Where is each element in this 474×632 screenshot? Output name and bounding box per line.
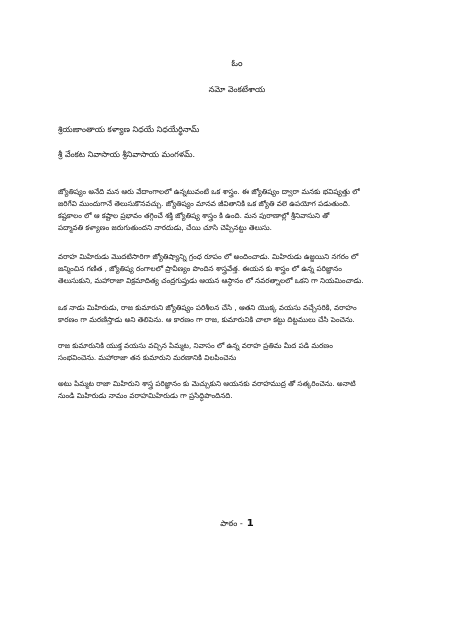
paragraph-4 bbox=[58, 340, 422, 364]
paragraph-line: పద్మావతి కళ్యాణం జరుగుతుందని నారదుడు, చేయి చూసి చెప్పినట్టు తెలుసు. bbox=[58, 223, 272, 232]
paragraph-line: కారణం గా మరణిస్తాడు అని తెలిపెను. ఆ కారణం గా రాజ, కుమారునికి చాలా కట్టు దిట్టములు చేసి పెంచెను. bbox=[58, 315, 355, 324]
page-footer bbox=[0, 518, 474, 530]
page-heading: నమో వెంకటేశాయ bbox=[208, 85, 266, 94]
om-symbol: ఓం bbox=[231, 59, 243, 69]
paragraph-line: నుండి మిహిరుడు నామం వరాహమిహిరుడు గా ప్రసిద్ధిపొందినది. bbox=[58, 391, 233, 400]
paragraph-3 bbox=[58, 302, 422, 326]
paragraph-line: ఒక నాడు మిహిరుడు, రాజ కుమారుని జ్యోతిష్యం పరిశీలన చేసి , ఆతని యొక్క వయసు వచ్చేసరికి, వరాహం bbox=[58, 303, 357, 312]
paragraph-2 bbox=[58, 251, 422, 287]
paragraph-line: రాజ కుమారునికి యుక్త వయసు వచ్చిన పిమ్మట, నివాసం లో ఉన్న వరాహ ప్రతిమ మీద పడి మరణం bbox=[58, 341, 333, 350]
paragraph-1 bbox=[58, 186, 422, 234]
paragraph-line: తెలుసుకుని, మహారాజా విక్రమాదిత్య చంద్రగుప్తుడు ఆయన ఆస్థానం లో నవరత్నాలలో ఒకని గా నియమించాడు. bbox=[58, 276, 364, 285]
paragraph-5 bbox=[58, 378, 422, 402]
paragraph-line: జరిగేవి ముందుగానే తెలుసుకొనవచ్చు. జ్యోతిష్యం మానవ జీవితానికి ఒక జ్యోతి వలె ఉపయోగ పడుతుంది. bbox=[58, 199, 351, 208]
paragraph-line: కష్టకాలం లో ఆ కష్టాల ప్రభావం తగ్గించే శక్తి జ్యోతిష్య శాస్త్రం కి ఉంది. మన పురాణాల్లో శ్రీనివాసుని తో bbox=[58, 211, 330, 220]
invocation-line-2: శ్రీ వేంకట నివాసాయ శ్రీనివాసాయ మంగళమ్. bbox=[58, 150, 195, 159]
paragraph-line: జన్మించిన గణిత , జ్యోతిష్య రంగాలలో ప్రావీణ్యం పొందిన శాస్త్రవేత్త. ఈయన కు శాస్త్రం లో ఉన్న పరిజ్ఞానం bbox=[58, 264, 342, 273]
invocation-line-1: శ్రియఃకాంతాయ కళ్యాణ నిధయే నిధయేర్థినామ్ bbox=[58, 125, 200, 134]
paragraph-line: వరాహ మిహిరుడు మొదటిసారిగా జ్యోతిష్యాన్ని గ్రంధ రూపం లో అందించాడు. మిహిరుడు ఉజ్జయిని నగరం లో bbox=[58, 252, 359, 261]
paragraph-line: జ్యోతిష్యం అనేది మన ఆరు వేదాంగాలలో ఉన్నటువంటి ఒక శాస్త్రం. ఈ జ్యోతిష్యం ద్వారా మనకు భవిష్యత్తు లో bbox=[58, 187, 360, 196]
paragraph-line: అటు పిమ్మట రాజా మిహిరుని శాస్త్ర పరిజ్ఞానం కు మెచ్చుకుని ఆయనకు వరాహముద్ర తో సత్కరించెను. అనాటి bbox=[58, 379, 356, 388]
paragraph-line: సంభవించెను. మహారాజా తన కుమారుని మరణానికి విలపించెను bbox=[58, 353, 237, 362]
footer-label: పాఠం - bbox=[220, 519, 243, 528]
page-number: 1 bbox=[246, 518, 254, 529]
